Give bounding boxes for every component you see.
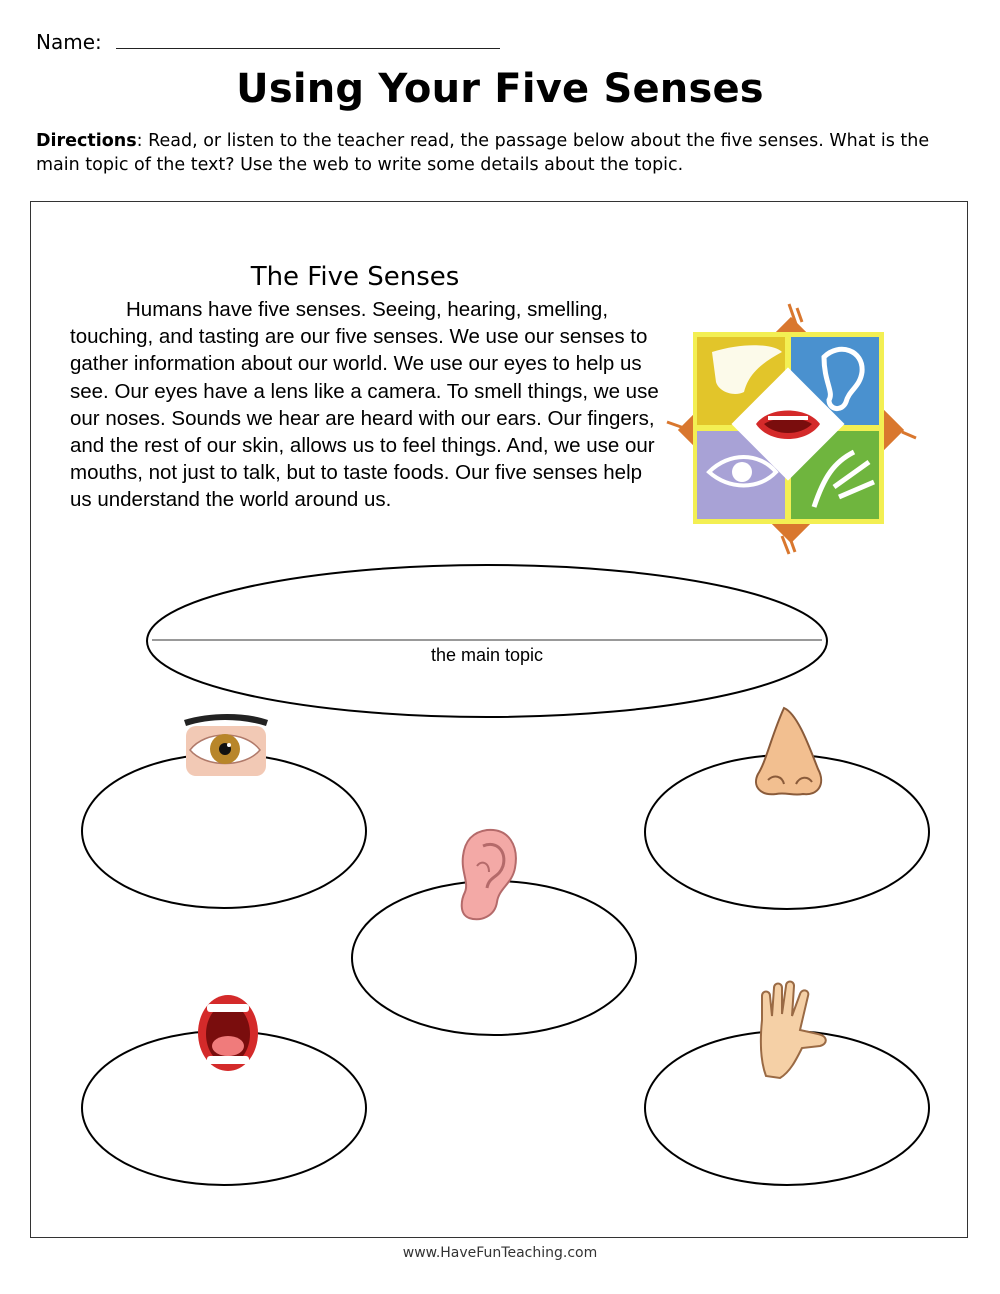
mouth-icon bbox=[195, 992, 261, 1074]
directions-label: Directions bbox=[36, 131, 137, 151]
page-title: Using Your Five Senses bbox=[236, 66, 764, 112]
main-topic-label: the main topic bbox=[430, 645, 544, 665]
name-label: Name: bbox=[36, 30, 102, 54]
footer-url[interactable]: www.HaveFunTeaching.com bbox=[402, 1245, 598, 1261]
eye-icon bbox=[180, 712, 270, 780]
hand-icon bbox=[752, 980, 830, 1084]
ear-icon bbox=[457, 826, 521, 924]
directions-text: : Read, or listen to the teacher read, the passage below about the five senses. What is the main topic of the text? Use the web to write some details about the topic. bbox=[36, 131, 930, 175]
passage-title: The Five Senses bbox=[250, 262, 460, 292]
passage-text: Humans have five senses. Seeing, hearing, smelling, touching, and tasting are our five senses. We use our senses to gather information about our world. We use our eyes to help us see. Our eyes have a lens like a camera. To smell things, we use our noses. Sounds we hear are heard with our ears. Our fingers, and the rest of our skin, allows us to feel things. And, we use our mouths, not just to talk, but to taste foods. Our five senses help us understand the world around us. bbox=[70, 298, 659, 512]
nose-icon bbox=[748, 704, 828, 799]
main-topic-oval[interactable] bbox=[147, 565, 827, 717]
